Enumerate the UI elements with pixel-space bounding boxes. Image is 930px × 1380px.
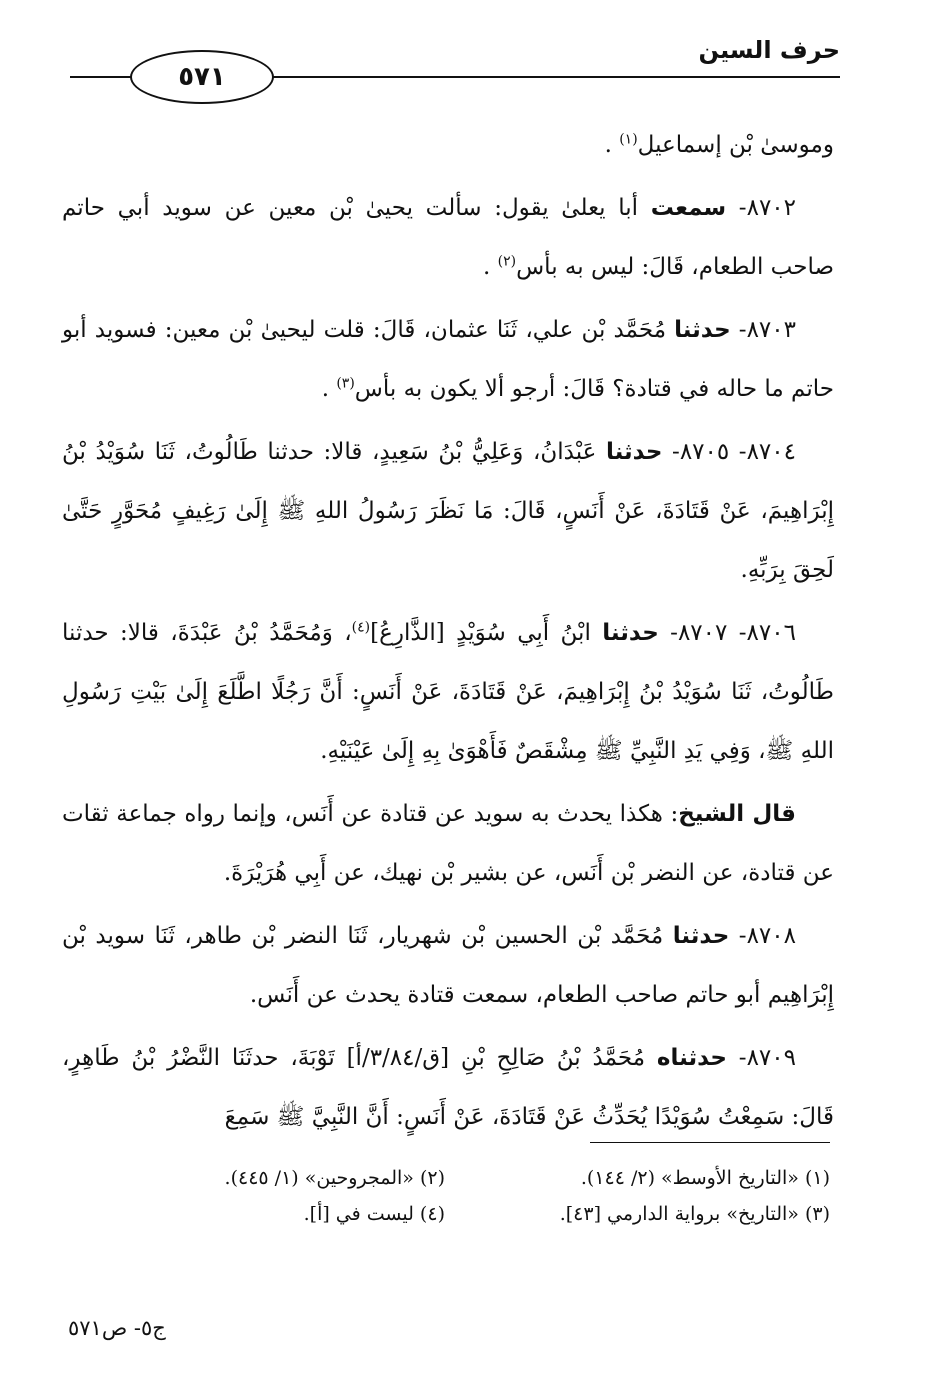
hadith-keyword: حدثنا	[672, 923, 730, 949]
footnote-rule	[590, 1142, 830, 1143]
hadith-keyword: حدثنا	[602, 620, 659, 646]
hadith-text-continued: ، وَمُحَمَّدُ بْنُ عَبْدَةَ، قالا: حدثنا طَالُوتُ، ثَنَا سُوَيْدُ بْنُ إِبْرَاهِيمَ، عَنْ قَتَادَةَ، عَنْ أَنَسٍ: أَنَّ رَجُلًا اطَّلَعَ إِلَىٰ بَيْتِ رَسُولِ اللهِ ﷺ، وَفِي يَدِ النَّبِيِّ ﷺ مِشْقَصٌ فَأَهْوَىٰ بِهِ إِلَىٰ عَيْنَيْهِ.	[62, 620, 834, 764]
hadith-number: ٨٧٠٣-	[730, 317, 796, 343]
paragraph-text: وموسىٰ بْن إسماعيل	[637, 132, 834, 158]
hadith-number: ٨٧٠٩-	[726, 1045, 796, 1071]
paragraph	[62, 116, 834, 175]
hadith-8706	[62, 604, 834, 781]
footnotes	[60, 1160, 830, 1232]
hadith-keyword: سمعت	[650, 195, 727, 221]
hadith-text: أبا يعلىٰ يقول: سألت يحيىٰ بْن معين عن سويد أبي حاتم صاحب الطعام، قَالَ: ليس به بأس	[62, 195, 834, 280]
footnote-4: (٤) ليست في [أ].	[303, 1203, 445, 1225]
hadith-number: ٨٧٠٢-	[726, 195, 797, 221]
hadith-text: ابْنُ أَبِي سُوَيْدٍ [الذَّارِعُ]	[370, 620, 603, 646]
paragraph-end: .	[483, 254, 491, 280]
page-number: ٥٧١	[178, 62, 226, 92]
hadith-text: مُحَمَّد بْن علي، ثَنَا عثمان، قَالَ: قلت ليحيىٰ بْن معين: فسويد أبو حاتم ما حاله في قتادة؟ قَالَ: أرجو ألا يكون به بأس	[62, 317, 834, 402]
hadith-keyword: حدثنا	[674, 317, 731, 343]
footnote-2: (٢) «المجروحين» (١/ ٤٤٥).	[224, 1167, 445, 1189]
hadith-keyword: حدثنا	[605, 439, 663, 465]
comment-text: : هكذا يحدث به سويد عن قتادة عن أَنَس، وإنما رواه جماعة ثقات عن قتادة، عن النضر بْن أَنَس، عن بشير بْن نهيك، عن أَبِي هُرَيْرَةَ.	[62, 801, 834, 886]
hadith-text: عَبْدَانُ، وَعَلِيُّ بْنُ سَعِيدٍ، قالا: حدثنا طَالُوتُ، ثَنَا سُوَيْدُ بْنُ إِبْرَاهِيمَ، عَنْ قَتَادَةَ، عَنْ أَنَسٍ، قَالَ: مَا نَظَرَ رَسُولُ اللهِ ﷺ إِلَىٰ رَغِيفٍ مُحَوَّرٍ حَتَّىٰ لَحِقَ بِرَبِّهِ.	[62, 439, 834, 583]
footnote-3: (٣) «التاريخ» برواية الدارمي [٤٣].	[559, 1203, 830, 1225]
paragraph-end: .	[321, 376, 329, 402]
footnote-ref: (٢)	[497, 253, 517, 270]
hadith-8702	[62, 179, 834, 297]
volume-page-reference: ج٥- ص٥٧١	[68, 1316, 166, 1340]
footnote-ref: (١)	[619, 131, 638, 148]
footnote-1: (١) «التاريخ الأوسط» (٢/ ١٤٤).	[580, 1167, 830, 1189]
chapter-title: حرف السين	[698, 36, 840, 64]
hadith-number: ٨٧٠٨-	[729, 923, 796, 949]
page-number-badge	[130, 50, 274, 104]
hadith-8709	[62, 1029, 834, 1147]
hadith-text: مُحَمَّد بْن الحسين بْن شهريار، ثَنَا النضر بْن طاهر، ثَنَا سويد بْن إِبْرَاهِيم أبو حاتم صاحب الطعام، سمعت قتادة يحدث عن أَنَس.	[62, 923, 834, 1008]
footnote-ref: (٤)	[351, 619, 371, 636]
footnote-row	[60, 1160, 830, 1196]
hadith-8703	[62, 301, 834, 419]
hadith-number: ٨٧٠٦- ٨٧٠٧-	[658, 620, 796, 646]
main-text	[62, 116, 834, 1151]
footnote-ref: (٣)	[336, 375, 355, 392]
footnote-row	[60, 1196, 830, 1232]
hadith-number: ٨٧٠٤- ٨٧٠٥-	[662, 439, 796, 465]
hadith-keyword: حدثناه	[656, 1045, 727, 1071]
comment-keyword: قال الشيخ	[678, 801, 796, 827]
hadith-8708	[62, 907, 834, 1025]
sheikh-comment	[62, 785, 834, 903]
hadith-8704	[62, 423, 834, 600]
paragraph-end: .	[604, 132, 612, 158]
hadith-text: مُحَمَّدُ بْنُ صَالِحِ بْنِ [ق/٣/٨٤/أ] تَوْبَةَ، حدثَنَا النَّضْرُ بْنُ طَاهِرٍ، قَالَ: سَمِعْتُ سُوَيْدًا يُحَدِّثُ عَنْ قَتَادَةَ، عَنْ أَنَسٍ: أَنَّ النَّبِيَّ ﷺ سَمِعَ	[62, 1045, 834, 1130]
page-header	[60, 28, 840, 98]
